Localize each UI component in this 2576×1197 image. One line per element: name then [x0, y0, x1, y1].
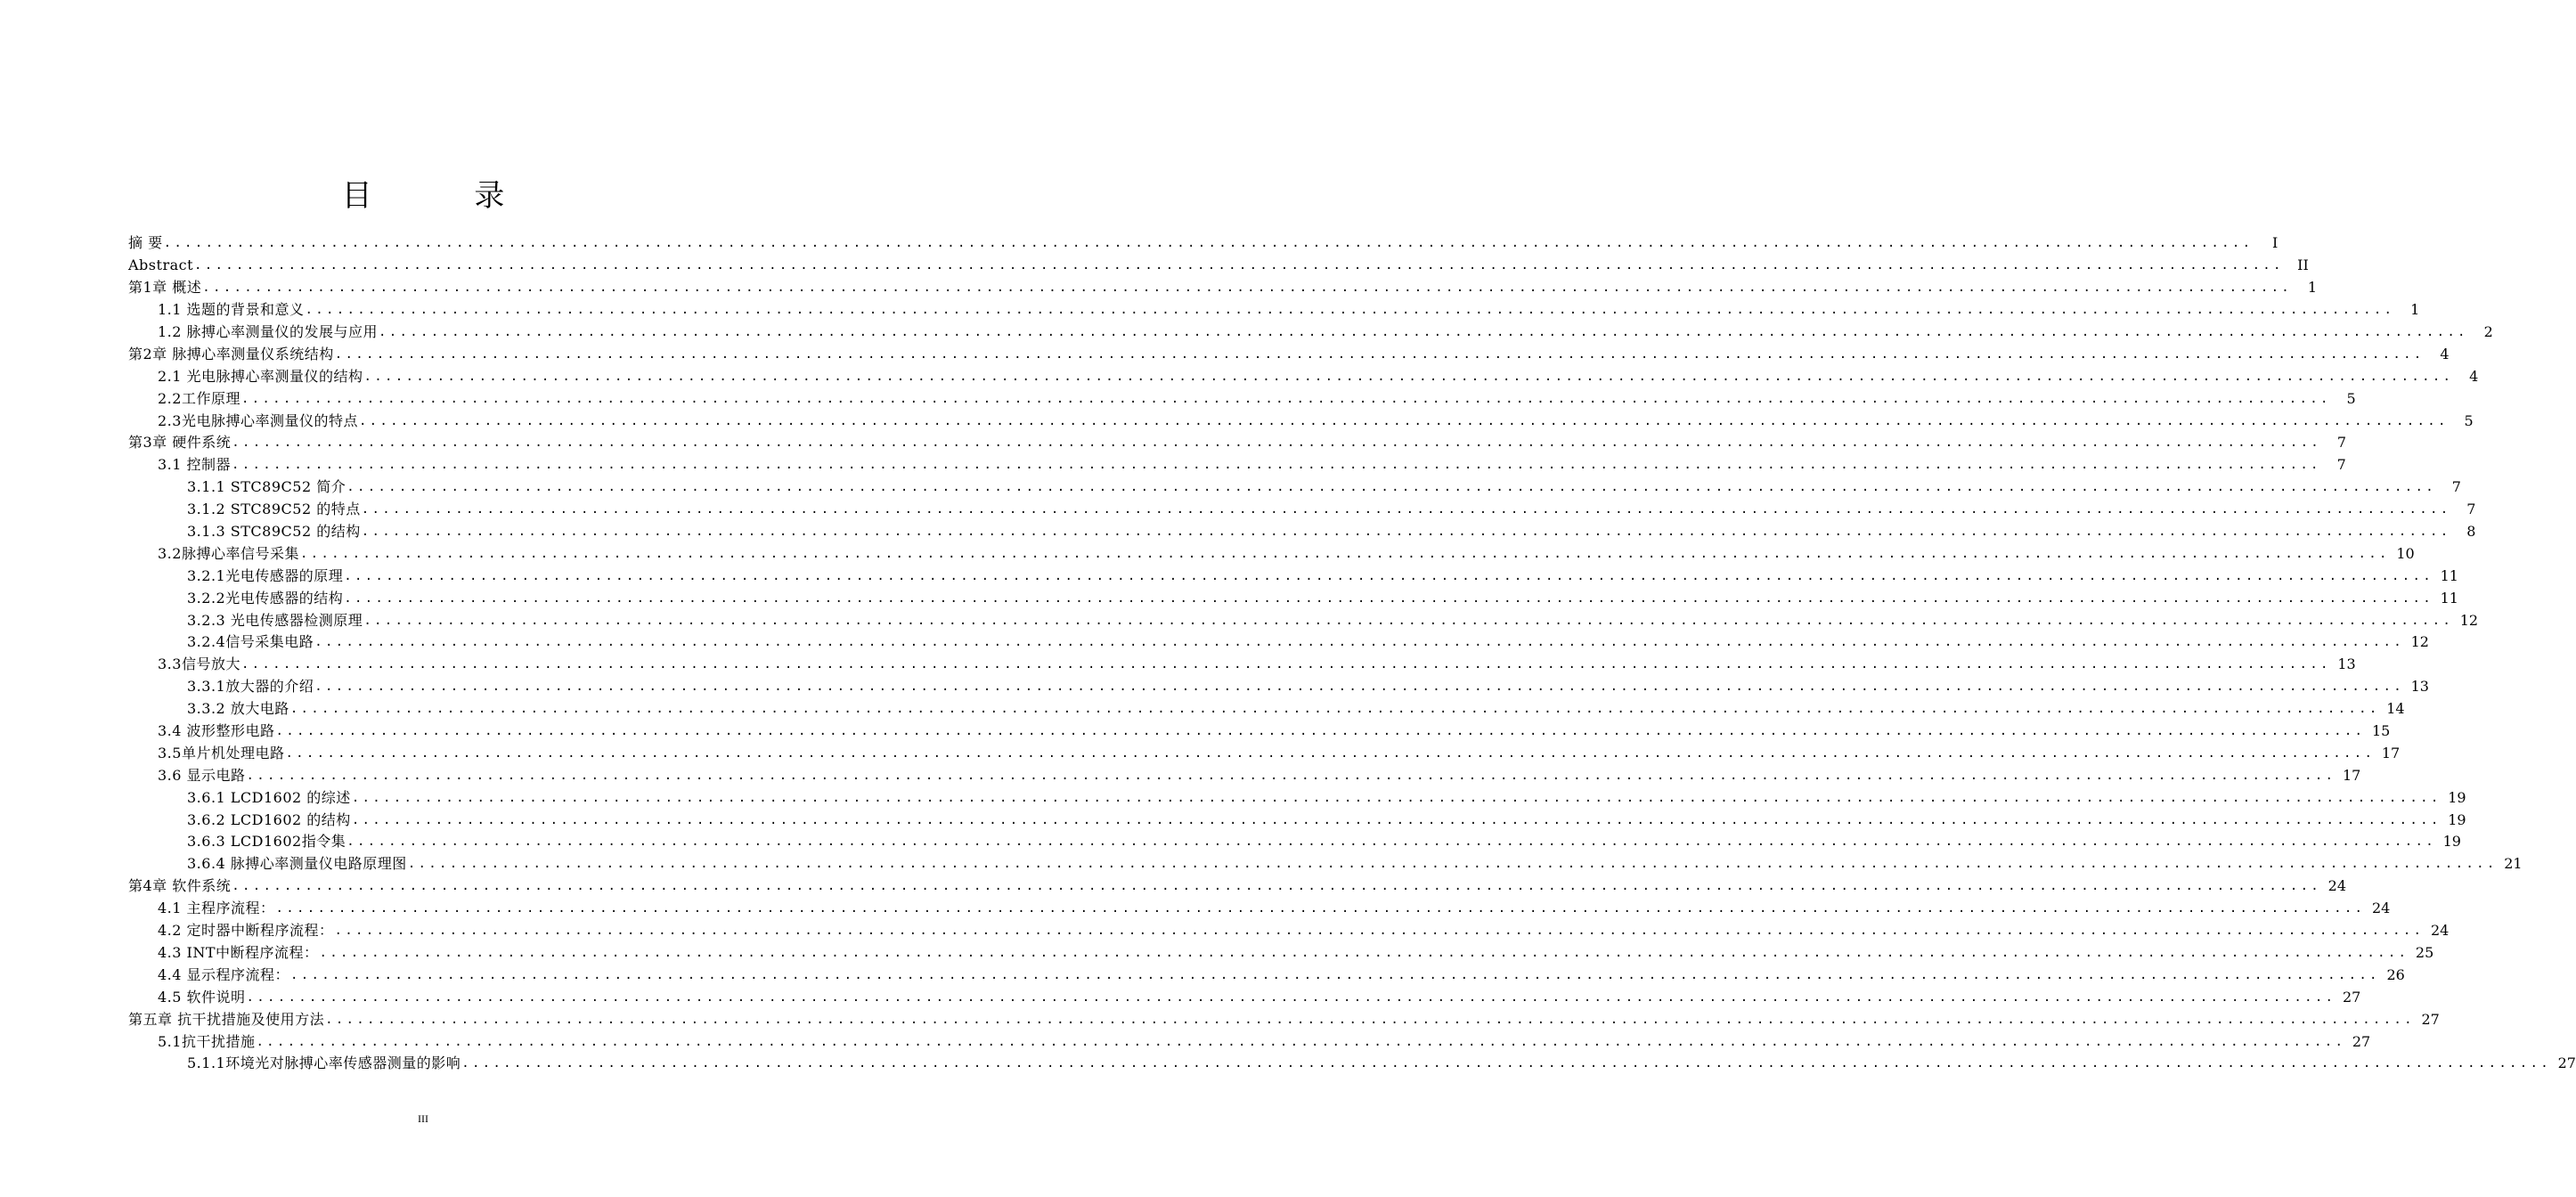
toc-entry-title: 3.3.1放大器的介绍	[187, 678, 314, 696]
dot-leader: ........................................................................................................................................................................................................	[194, 258, 2284, 273]
toc-entry-title: 4.5 软件说明	[158, 988, 246, 1006]
dot-leader: ........................................................................................................................................................................................................	[240, 657, 2331, 672]
toc-entry[interactable]	[0, 698, 2405, 721]
toc-entry-page: 12	[2459, 611, 2479, 629]
toc-entry-page: 7	[2336, 434, 2347, 452]
toc-entry-title: 3.2.4信号采集电路	[187, 633, 314, 651]
dot-leader: ........................................................................................................................................................................................................	[256, 1034, 2346, 1049]
toc-entry[interactable]	[0, 676, 2429, 698]
toc-entry-title: 第1章 概述	[128, 279, 202, 297]
dot-leader: ........................................................................................................................................................................................................	[363, 369, 2454, 384]
toc-entry-title: 第3章 硬件系统	[128, 434, 232, 452]
toc-entry-title: 2.1 光电脉搏心率测量仪的结构	[158, 367, 363, 385]
toc-entry-title: 3.4 波形整形电路	[158, 722, 275, 740]
toc-entry[interactable]	[0, 875, 2347, 898]
toc-entry-title: 第五章 抗干扰措施及使用方法	[128, 1010, 325, 1028]
dot-leader: ........................................................................................................................................................................................................	[289, 702, 2380, 717]
toc-entry-title: 第4章 软件系统	[128, 877, 232, 895]
toc-entry[interactable]	[0, 786, 2466, 809]
toc-entry[interactable]	[0, 565, 2458, 587]
toc-entry-title: 3.1.1 STC89C52 简介	[187, 478, 346, 496]
toc-entry[interactable]	[0, 255, 2309, 277]
dot-leader: ........................................................................................................................................................................................................	[163, 236, 2254, 251]
dot-leader: ........................................................................................................................................................................................................	[299, 546, 2390, 561]
page-number: III	[418, 1112, 428, 1125]
toc-entry-page: 27	[2342, 988, 2361, 1006]
toc-entry[interactable]	[0, 232, 2278, 255]
table-of-contents	[0, 232, 2576, 1075]
toc-entry-page: 5	[2346, 389, 2356, 407]
toc-entry-page: 24	[2430, 922, 2450, 940]
toc-entry-page: I	[2272, 234, 2278, 252]
toc-entry-page: 24	[2371, 900, 2391, 917]
toc-entry-page: 25	[2415, 943, 2434, 961]
toc-title: 目 录	[341, 178, 551, 214]
dot-leader: ........................................................................................................................................................................................................	[232, 458, 2321, 473]
toc-entry-page: 4	[2440, 345, 2450, 362]
dot-leader: ........................................................................................................................................................................................................	[246, 989, 2336, 1005]
toc-entry-title: 5.1抗干扰措施	[158, 1032, 256, 1050]
dot-leader: ........................................................................................................................................................................................................	[358, 413, 2449, 428]
toc-entry-title: 2.2工作原理	[158, 389, 240, 407]
dot-leader: ........................................................................................................................................................................................................	[275, 901, 2366, 916]
toc-entry-title: 4.1 主程序流程：	[158, 900, 275, 917]
toc-entry[interactable]	[0, 631, 2429, 654]
toc-entry-title: 3.3信号放大	[158, 656, 240, 673]
toc-entry-title: 3.6.3 LCD1602指令集	[187, 833, 346, 851]
toc-entry[interactable]	[0, 831, 2461, 853]
dot-leader: ........................................................................................................................................................................................................	[314, 635, 2404, 650]
toc-entry-title: 2.3光电脉搏心率测量仪的特点	[158, 411, 358, 429]
dot-leader: ........................................................................................................................................................................................................	[346, 835, 2436, 850]
dot-leader: ........................................................................................................................................................................................................	[246, 768, 2336, 783]
toc-entry[interactable]	[0, 277, 2318, 299]
dot-leader: ........................................................................................................................................................................................................	[334, 346, 2425, 362]
dot-leader: ........................................................................................................................................................................................................	[346, 480, 2436, 495]
toc-entry[interactable]	[0, 920, 2450, 942]
toc-entry[interactable]	[0, 609, 2479, 631]
toc-entry-page: 7	[2451, 478, 2461, 496]
toc-entry-title: 3.2.3 光电传感器检测原理	[187, 611, 363, 629]
toc-entry-title: 3.2脉搏心率信号采集	[158, 544, 299, 562]
toc-entry[interactable]	[0, 1008, 2440, 1030]
dot-leader: ........................................................................................................................................................................................................	[314, 680, 2404, 695]
toc-entry[interactable]	[0, 742, 2401, 764]
toc-entry-title: 摘 要	[128, 234, 163, 252]
toc-entry-title: 4.2 定时器中断程序流程：	[158, 922, 334, 940]
toc-entry[interactable]	[0, 476, 2461, 499]
dot-leader: ........................................................................................................................................................................................................	[232, 879, 2322, 894]
toc-entry-title: 3.6.4 脉搏心率测量仪电路原理图	[187, 855, 407, 873]
toc-entry-page: 1	[2410, 301, 2420, 319]
toc-entry-page: 17	[2381, 744, 2401, 761]
dot-leader: ........................................................................................................................................................................................................	[285, 745, 2376, 761]
dot-leader: ........................................................................................................................................................................................................	[275, 724, 2366, 739]
toc-entry[interactable]	[0, 1030, 2371, 1053]
toc-entry[interactable]	[0, 1053, 2576, 1075]
toc-entry-page: 27	[2557, 1054, 2576, 1072]
toc-entry[interactable]	[0, 721, 2391, 743]
toc-entry-page: 26	[2386, 965, 2405, 983]
dot-leader: ........................................................................................................................................................................................................	[305, 303, 2395, 318]
toc-entry-page: 27	[2421, 1010, 2440, 1028]
toc-entry-page: 17	[2342, 766, 2361, 784]
toc-entry-title: 第2章 脉搏心率测量仪系统结构	[128, 345, 334, 362]
dot-leader: ........................................................................................................................................................................................................	[351, 812, 2441, 827]
toc-entry[interactable]	[0, 898, 2391, 920]
toc-entry[interactable]	[0, 499, 2476, 521]
dot-leader: ........................................................................................................................................................................................................	[334, 924, 2425, 939]
toc-entry-page: 7	[2336, 456, 2346, 474]
toc-entry[interactable]	[0, 764, 2361, 786]
toc-entry-title: 1.1 选题的背景和意义	[158, 301, 305, 319]
toc-entry-title: 3.2.2光电传感器的结构	[187, 589, 344, 607]
toc-entry-title: 3.3.2 放大电路	[187, 700, 289, 718]
dot-leader: ........................................................................................................................................................................................................	[344, 590, 2433, 606]
toc-entry[interactable]	[0, 387, 2356, 410]
toc-entry[interactable]	[0, 986, 2361, 1008]
toc-entry-page: 13	[2410, 678, 2429, 696]
toc-entry[interactable]	[0, 454, 2346, 476]
toc-entry-page: 14	[2386, 700, 2405, 718]
toc-entry-page: 19	[2448, 788, 2466, 806]
dot-leader: ........................................................................................................................................................................................................	[325, 1012, 2415, 1027]
dot-leader: ........................................................................................................................................................................................................	[461, 1056, 2551, 1071]
toc-entry-title: 3.5单片机处理电路	[158, 744, 285, 761]
dot-leader: ........................................................................................................................................................................................................	[290, 967, 2380, 982]
toc-entry-page: 10	[2396, 544, 2415, 562]
dot-leader: ........................................................................................................................................................................................................	[232, 436, 2322, 451]
toc-entry[interactable]	[0, 343, 2450, 365]
toc-entry-title: 3.6.1 LCD1602 的综述	[187, 788, 351, 806]
toc-entry-page: 8	[2466, 523, 2476, 541]
toc-entry[interactable]	[0, 942, 2434, 965]
toc-entry[interactable]	[0, 521, 2476, 543]
toc-entry[interactable]	[0, 365, 2479, 387]
toc-entry-page: 5	[2464, 411, 2474, 429]
toc-entry-title: 3.1.3 STC89C52 的结构	[187, 523, 361, 541]
dot-leader: ........................................................................................................................................................................................................	[361, 502, 2451, 517]
toc-entry-title: Abstract	[128, 256, 194, 274]
toc-entry-page: II	[2297, 256, 2309, 274]
toc-entry-page: 11	[2440, 589, 2458, 607]
toc-entry-title: 3.6 显示电路	[158, 766, 246, 784]
toc-entry[interactable]	[0, 542, 2415, 565]
toc-entry-page: 11	[2440, 566, 2458, 584]
toc-entry-page: 7	[2466, 501, 2476, 518]
toc-entry-page: 12	[2410, 633, 2429, 651]
dot-leader: ........................................................................................................................................................................................................	[351, 790, 2441, 805]
toc-entry-page: 4	[2469, 367, 2479, 385]
toc-entry-title: 3.1 控制器	[158, 456, 232, 474]
toc-entry-page: 19	[2448, 810, 2466, 828]
dot-leader: ........................................................................................................................................................................................................	[407, 857, 2498, 872]
toc-entry[interactable]	[0, 587, 2458, 609]
toc-entry-title: 4.3 INT中断程序流程：	[158, 943, 319, 961]
dot-leader: ........................................................................................................................................................................................................	[344, 568, 2433, 583]
toc-entry-title: 5.1.1环境光对脉搏心率传感器测量的影响	[187, 1054, 461, 1072]
toc-entry-page: 21	[2504, 855, 2523, 873]
toc-entry-title: 3.6.2 LCD1602 的结构	[187, 810, 351, 828]
dot-leader: ........................................................................................................................................................................................................	[361, 525, 2451, 540]
dot-leader: ........................................................................................................................................................................................................	[363, 613, 2454, 628]
toc-entry[interactable]	[0, 299, 2420, 322]
dot-leader: ........................................................................................................................................................................................................	[240, 391, 2331, 406]
toc-entry-page: 2	[2483, 323, 2493, 340]
toc-entry-page: 15	[2371, 722, 2391, 740]
toc-entry-page: 1	[2307, 279, 2318, 297]
toc-entry-page: 19	[2442, 833, 2461, 851]
toc-entry-title: 3.1.2 STC89C52 的特点	[187, 501, 361, 518]
dot-leader: ........................................................................................................................................................................................................	[202, 281, 2293, 296]
toc-entry[interactable]	[0, 809, 2466, 831]
toc-entry[interactable]	[0, 654, 2356, 676]
toc-entry[interactable]	[0, 853, 2523, 875]
toc-entry-title: 3.2.1光电传感器的原理	[187, 566, 344, 584]
toc-entry[interactable]	[0, 410, 2474, 432]
toc-entry[interactable]	[0, 964, 2405, 986]
toc-entry-page: 27	[2352, 1032, 2371, 1050]
toc-entry-title: 4.4 显示程序流程：	[158, 965, 290, 983]
toc-entry-page: 13	[2337, 656, 2356, 673]
dot-leader: ........................................................................................................................................................................................................	[319, 945, 2409, 960]
toc-entry[interactable]	[0, 322, 2493, 344]
toc-entry-title: 1.2 脉搏心率测量仪的发展与应用	[158, 323, 379, 340]
toc-entry[interactable]	[0, 432, 2347, 454]
toc-entry-page: 24	[2327, 877, 2347, 895]
dot-leader: ........................................................................................................................................................................................................	[379, 325, 2468, 339]
